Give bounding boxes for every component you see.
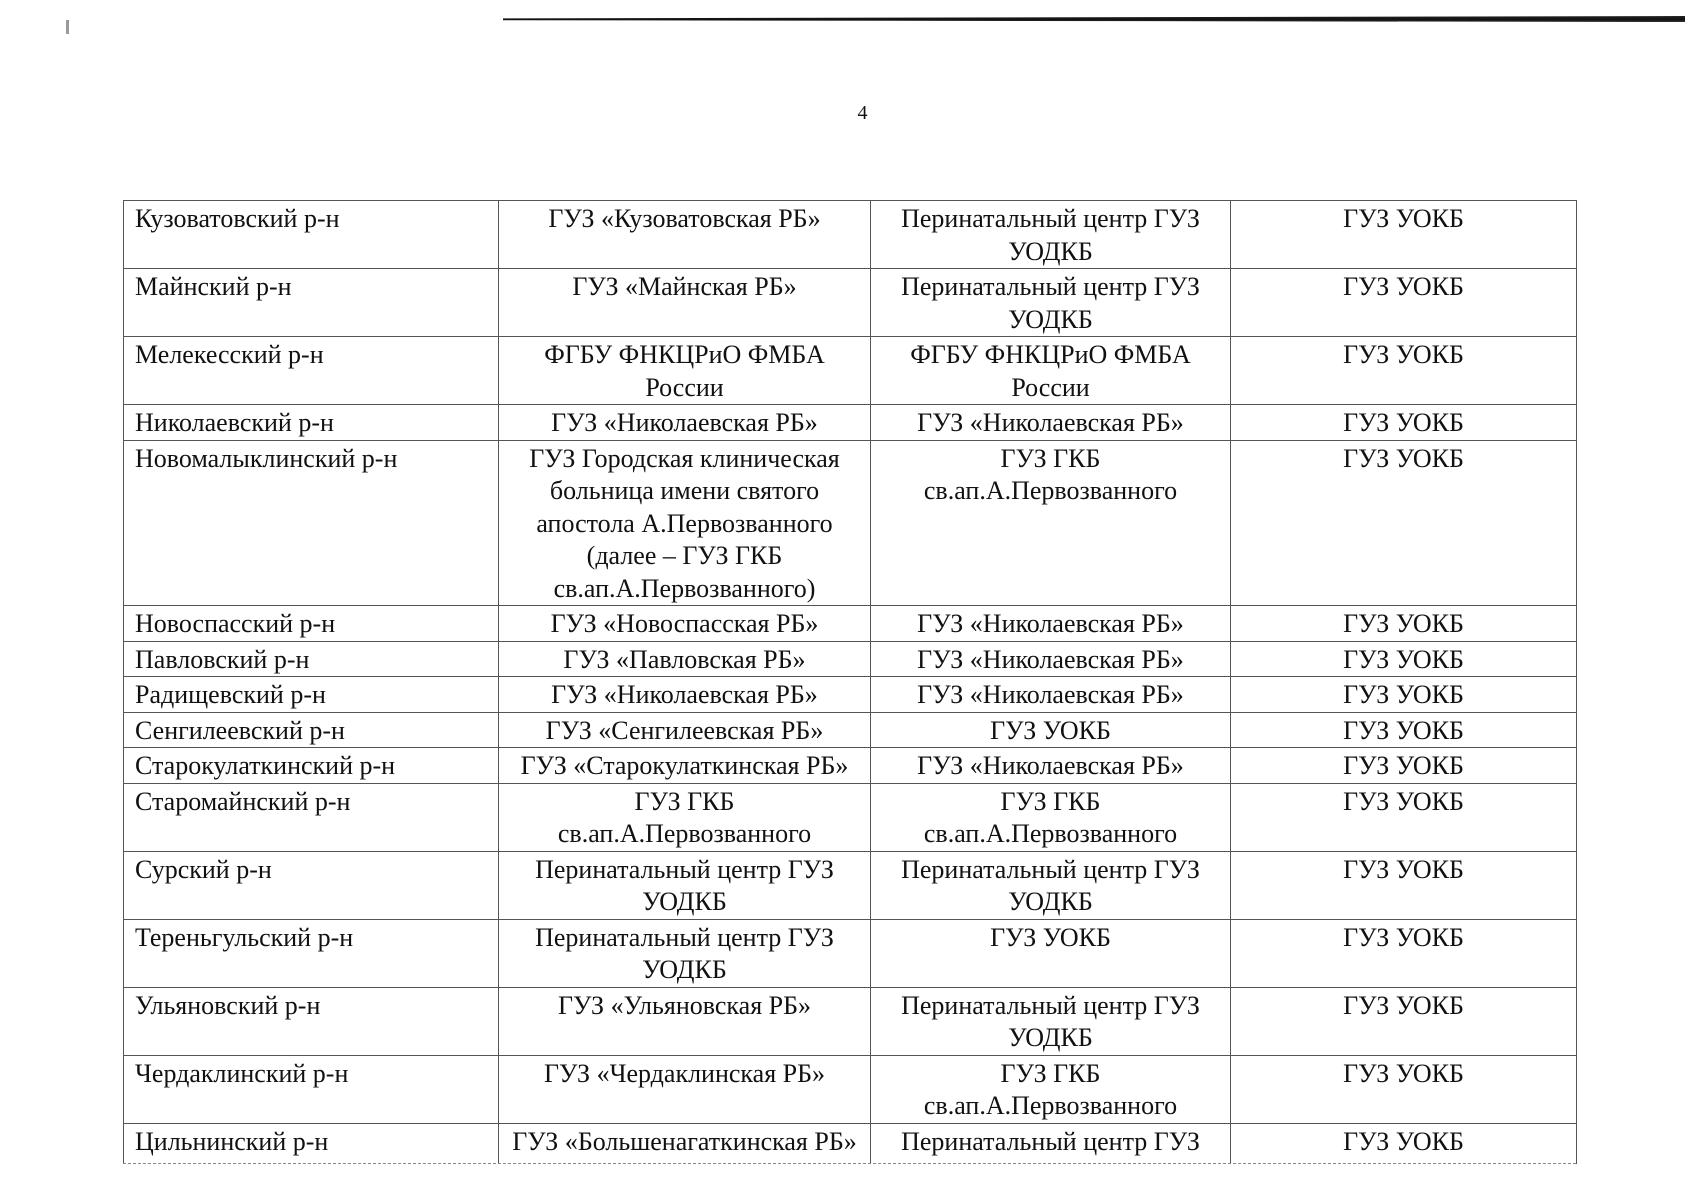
third-level-facility-cell: ГУЗ УОКБ [1231,919,1577,987]
first-level-facility-cell: ФГБУ ФНКЦРиО ФМБА России [499,337,871,405]
first-level-facility-cell: ГУЗ «Николаевская РБ» [499,677,871,713]
table-row [124,606,1577,642]
second-level-facility-cell: ФГБУ ФНКЦРиО ФМБА России [871,337,1231,405]
district-cell: Сурский р-н [124,851,499,919]
district-cell: Цильнинский р-н [124,1123,499,1191]
second-level-facility-cell: Перинатальный центр ГУЗ УОДКБ [871,201,1231,269]
table-row [124,440,1577,606]
table-row [124,1055,1577,1123]
first-level-facility-cell: Перинатальный центр ГУЗ УОДКБ [499,851,871,919]
district-cell: Радищевский р-н [124,677,499,713]
third-level-facility-cell: ГУЗ УОКБ [1231,987,1577,1055]
third-level-facility-cell: ГУЗ УОКБ [1231,641,1577,677]
table-row [124,919,1577,987]
third-level-facility-cell: ГУЗ УОКБ [1231,783,1577,851]
first-level-facility-cell: ГУЗ Городская клиническая больница имени святого апостола А.Первозванного (далее – ГУЗ ГКБ св.ап.А.Первозванного) [499,440,871,606]
table-row [124,677,1577,713]
third-level-facility-cell: ГУЗ УОКБ [1231,337,1577,405]
page-bottom-margin [0,1164,1689,1200]
first-level-facility-cell: ГУЗ «Сенгилеевская РБ» [499,712,871,748]
second-level-facility-cell: Перинатальный центр ГУЗ [871,1123,1231,1191]
table-row [124,201,1577,269]
district-cell: Новомалыклинский р-н [124,440,499,606]
first-level-facility-cell: Перинатальный центр ГУЗ УОДКБ [499,919,871,987]
routing-table-body [124,201,1577,1192]
third-level-facility-cell: ГУЗ УОКБ [1231,201,1577,269]
district-cell: Сенгилеевский р-н [124,712,499,748]
first-level-facility-cell: ГУЗ «Николаевская РБ» [499,405,871,441]
second-level-facility-cell: ГУЗ ГКБ св.ап.А.Первозванного [871,1055,1231,1123]
scan-artifact [66,20,69,34]
table-row [124,712,1577,748]
district-cell: Ульяновский р-н [124,987,499,1055]
district-cell: Новоспасский р-н [124,606,499,642]
page-number: 4 [857,102,868,124]
routing-table [123,200,1577,1192]
first-level-facility-cell: ГУЗ «Чердаклинская РБ» [499,1055,871,1123]
district-cell: Николаевский р-н [124,405,499,441]
third-level-facility-cell: ГУЗ УОКБ [1231,748,1577,784]
second-level-facility-cell: ГУЗ ГКБ св.ап.А.Первозванного [871,783,1231,851]
first-level-facility-cell: ГУЗ «Старокулаткинская РБ» [499,748,871,784]
first-level-facility-cell: ГУЗ «Новоспасская РБ» [499,606,871,642]
second-level-facility-cell: ГУЗ «Николаевская РБ» [871,677,1231,713]
first-level-facility-cell: ГУЗ «Павловская РБ» [499,641,871,677]
district-cell: Мелекесский р-н [124,337,499,405]
third-level-facility-cell: ГУЗ УОКБ [1231,269,1577,337]
second-level-facility-cell: ГУЗ ГКБ св.ап.А.Первозванного [871,440,1231,606]
second-level-facility-cell: Перинатальный центр ГУЗ УОДКБ [871,987,1231,1055]
table-row [124,641,1577,677]
table-row [124,987,1577,1055]
first-level-facility-cell: ГУЗ «Большенагаткинская РБ» [499,1123,871,1191]
second-level-facility-cell: ГУЗ УОКБ [871,712,1231,748]
first-level-facility-cell: ГУЗ «Кузоватовская РБ» [499,201,871,269]
table-row [124,748,1577,784]
second-level-facility-cell: ГУЗ УОКБ [871,919,1231,987]
second-level-facility-cell: ГУЗ «Николаевская РБ» [871,748,1231,784]
second-level-facility-cell: ГУЗ «Николаевская РБ» [871,606,1231,642]
district-cell: Старомайнский р-н [124,783,499,851]
table-row [124,851,1577,919]
third-level-facility-cell: ГУЗ УОКБ [1231,440,1577,606]
third-level-facility-cell: ГУЗ УОКБ [1231,712,1577,748]
table-row [124,269,1577,337]
second-level-facility-cell: Перинатальный центр ГУЗ УОДКБ [871,851,1231,919]
top-rule-line [503,16,1685,22]
second-level-facility-cell: Перинатальный центр ГУЗ УОДКБ [871,269,1231,337]
table-row [124,405,1577,441]
third-level-facility-cell: ГУЗ УОКБ [1231,1055,1577,1123]
table-row [124,337,1577,405]
third-level-facility-cell: ГУЗ УОКБ [1231,405,1577,441]
third-level-facility-cell: ГУЗ УОКБ [1231,1123,1577,1191]
first-level-facility-cell: ГУЗ ГКБ св.ап.А.Первозванного [499,783,871,851]
district-cell: Кузоватовский р-н [124,201,499,269]
second-level-facility-cell: ГУЗ «Николаевская РБ» [871,405,1231,441]
third-level-facility-cell: ГУЗ УОКБ [1231,677,1577,713]
district-cell: Чердаклинский р-н [124,1055,499,1123]
table-row [124,783,1577,851]
first-level-facility-cell: ГУЗ «Майнская РБ» [499,269,871,337]
second-level-facility-cell: ГУЗ «Николаевская РБ» [871,641,1231,677]
first-level-facility-cell: ГУЗ «Ульяновская РБ» [499,987,871,1055]
district-cell: Павловский р-н [124,641,499,677]
district-cell: Майнский р-н [124,269,499,337]
third-level-facility-cell: ГУЗ УОКБ [1231,851,1577,919]
district-cell: Тереньгульский р-н [124,919,499,987]
third-level-facility-cell: ГУЗ УОКБ [1231,606,1577,642]
district-cell: Старокулаткинский р-н [124,748,499,784]
